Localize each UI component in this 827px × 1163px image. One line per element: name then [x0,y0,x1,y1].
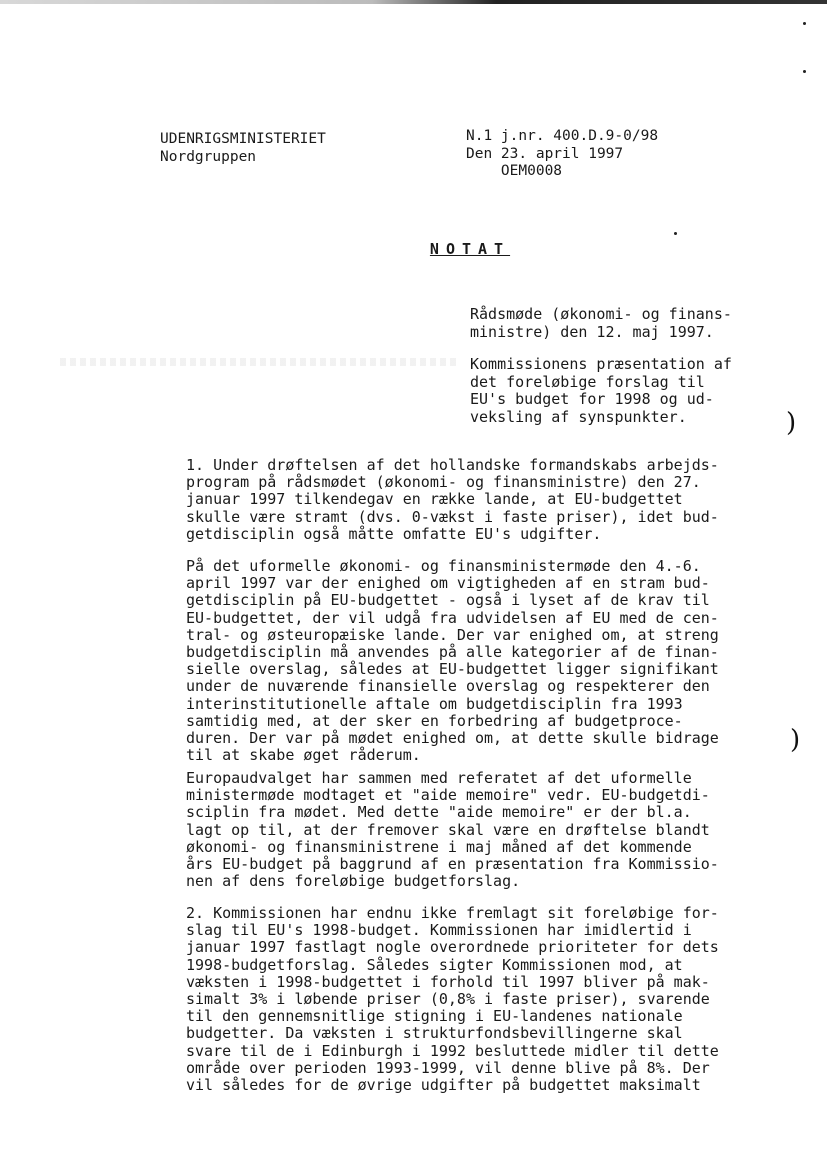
scan-bleed-through [60,358,460,366]
scan-speck [803,22,806,25]
paragraph-4: 2. Kommissionen har endnu ikke fremlagt sit foreløbige for- slag til EU's 1998-budget. Kommissionen har imidlertid i januar 1997 fastlagt nogle overordnede prioriteter for dets 1998-budgetforslag. Således sigter Kommissionen mod, at væksten i 1998-budgettet i forhold til 1997 bliver på mak- simalt 3% i løbende priser (0,8% i faste priser), svarende til den gennemsnitlige stigning i EU-landenes nationale budgetter. Da væksten i strukturfondsbevillingerne skal svare til de i Edinburgh i 1992 besluttede midler til dette område over perioden 1993-1999, vil denne blive på 8%. Der vil således for de øvrige udgifter på budgettet maksimalt [186,904,719,1095]
scan-speck [674,232,677,235]
paragraph-2: På det uformelle økonomi- og finansministermøde den 4.-6. april 1997 var der enighed om vigtigheden af en stram bud- getdisciplin på EU-budgettet - også i lyset af de krav til EU-budgettet, der vil udgå fra udvidelsen af EU med de cen- tral- og østeuropæiske lande. Der var enighed om, at streng budgetdisciplin må anvendes på alle kategorier af de finan- sielle overslag, således at EU-budgettet ligger signifikant under de nuværende finansielle overslag og respekterer den interinstitutionelle aftale om budgetdisciplin fra 1993 samtidig med, at der sker en forbedring af budgetproce- duren. Der var på mødet enighed om, at dette skulle bidrage til at skabe øget råderum. [186,557,719,765]
department-name: Nordgruppen [160,148,257,165]
scan-top-edge [0,0,827,4]
scan-speck [803,70,806,73]
document-code: OEM0008 [500,163,563,179]
binder-mark: ) [790,725,801,755]
letterhead-left [160,131,326,166]
subject-topic: Kommissionens præsentation af det foreløbige forslag til EU's budget for 1998 og ud- veksling af synspunkter. [470,355,732,426]
binder-mark: ) [786,408,797,438]
ministry-name: UDENRIGSMINISTERIET [160,131,326,147]
paragraph-3: Europaudvalget har sammen med referatet af det uformelle ministermøde modtaget et "aide memoire" vedr. EU-budgetdi- sciplin fra mødet. Med dette "aide memoire" er der bl.a. lagt op til, at der fremover skal være en drøftelse blandt økonomi- og finansministrene i maj måned af det kommende års EU-budget på baggrund af en præsentation fra Kommissio- nen af dens foreløbige budgetforslag. [186,769,719,891]
document-title: NOTAT [429,240,511,258]
subject-meeting: Rådsmøde (økonomi- og finans- ministre) den 12. maj 1997. [470,305,732,341]
document-date: Den 23. april 1997 [466,145,624,162]
reference-number: N.1 j.nr. 400.D.9-0/98 [466,128,659,144]
letterhead-right [466,128,658,181]
paragraph-1: 1. Under drøftelsen af det hollandske formandskabs arbejds- program på rådsmødet (økonomi- og finansministre) den 27. januar 1997 tilkendegav en række lande, at EU-budgettet skulle være stramt (dvs. 0-vækst i faste priser), idet bud- getdisciplin også måtte omfatte EU's udgifter. [186,456,719,543]
